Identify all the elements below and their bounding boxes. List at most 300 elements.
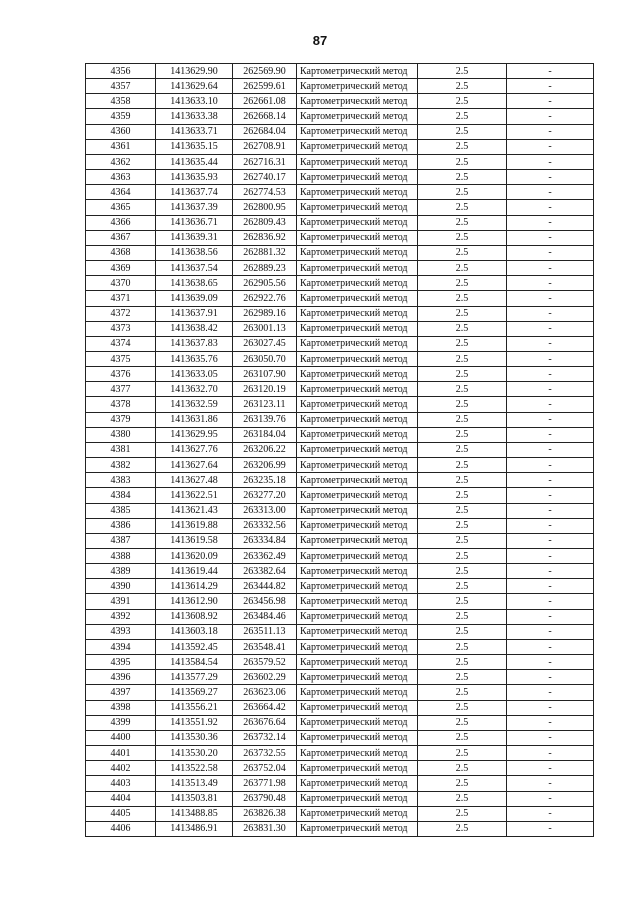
y-coordinate-cell: 263001.13	[233, 321, 297, 336]
x-coordinate-cell: 1413577.29	[156, 670, 233, 685]
point-number-cell: 4390	[86, 579, 156, 594]
y-coordinate-cell: 263771.98	[233, 776, 297, 791]
table-row	[86, 624, 594, 639]
note-cell: -	[507, 685, 594, 700]
method-cell: Картометрический метод	[297, 336, 418, 351]
y-coordinate-cell: 263107.90	[233, 367, 297, 382]
x-coordinate-cell: 1413612.90	[156, 594, 233, 609]
point-number-cell: 4394	[86, 639, 156, 654]
y-coordinate-cell: 263790.48	[233, 791, 297, 806]
note-cell: -	[507, 655, 594, 670]
note-cell: -	[507, 503, 594, 518]
y-coordinate-cell: 263332.56	[233, 518, 297, 533]
method-cell: Картометрический метод	[297, 306, 418, 321]
method-cell: Картометрический метод	[297, 245, 418, 260]
y-coordinate-cell: 262836.92	[233, 230, 297, 245]
x-coordinate-cell: 1413638.65	[156, 276, 233, 291]
accuracy-cell: 2.5	[418, 442, 507, 457]
method-cell: Картометрический метод	[297, 154, 418, 169]
accuracy-cell: 2.5	[418, 79, 507, 94]
point-number-cell: 4367	[86, 230, 156, 245]
point-number-cell: 4381	[86, 442, 156, 457]
x-coordinate-cell: 1413620.09	[156, 549, 233, 564]
point-number-cell: 4404	[86, 791, 156, 806]
point-number-cell: 4391	[86, 594, 156, 609]
point-number-cell: 4370	[86, 276, 156, 291]
y-coordinate-cell: 262774.53	[233, 185, 297, 200]
y-coordinate-cell: 262809.43	[233, 215, 297, 230]
accuracy-cell: 2.5	[418, 367, 507, 382]
point-number-cell: 4356	[86, 64, 156, 79]
table-row	[86, 351, 594, 366]
point-number-cell: 4369	[86, 261, 156, 276]
x-coordinate-cell: 1413614.29	[156, 579, 233, 594]
y-coordinate-cell: 262989.16	[233, 306, 297, 321]
point-number-cell: 4362	[86, 154, 156, 169]
table-body	[86, 64, 594, 837]
note-cell: -	[507, 473, 594, 488]
y-coordinate-cell: 263123.11	[233, 397, 297, 412]
y-coordinate-cell: 263511.13	[233, 624, 297, 639]
table-row	[86, 382, 594, 397]
y-coordinate-cell: 262716.31	[233, 154, 297, 169]
y-coordinate-cell: 262708.91	[233, 139, 297, 154]
table-row	[86, 700, 594, 715]
x-coordinate-cell: 1413638.42	[156, 321, 233, 336]
method-cell: Картометрический метод	[297, 412, 418, 427]
point-number-cell: 4376	[86, 367, 156, 382]
table-row	[86, 170, 594, 185]
method-cell: Картометрический метод	[297, 746, 418, 761]
accuracy-cell: 2.5	[418, 806, 507, 821]
y-coordinate-cell: 262881.32	[233, 245, 297, 260]
accuracy-cell: 2.5	[418, 685, 507, 700]
note-cell: -	[507, 336, 594, 351]
accuracy-cell: 2.5	[418, 533, 507, 548]
note-cell: -	[507, 594, 594, 609]
y-coordinate-cell: 262668.14	[233, 109, 297, 124]
y-coordinate-cell: 263139.76	[233, 412, 297, 427]
accuracy-cell: 2.5	[418, 821, 507, 836]
note-cell: -	[507, 624, 594, 639]
table-row	[86, 245, 594, 260]
point-number-cell: 4398	[86, 700, 156, 715]
method-cell: Картометрический метод	[297, 276, 418, 291]
point-number-cell: 4395	[86, 655, 156, 670]
x-coordinate-cell: 1413627.76	[156, 442, 233, 457]
note-cell: -	[507, 200, 594, 215]
accuracy-cell: 2.5	[418, 154, 507, 169]
accuracy-cell: 2.5	[418, 746, 507, 761]
point-number-cell: 4402	[86, 761, 156, 776]
table-row	[86, 776, 594, 791]
method-cell: Картометрический метод	[297, 685, 418, 700]
point-number-cell: 4406	[86, 821, 156, 836]
method-cell: Картометрический метод	[297, 518, 418, 533]
accuracy-cell: 2.5	[418, 791, 507, 806]
point-number-cell: 4366	[86, 215, 156, 230]
x-coordinate-cell: 1413569.27	[156, 685, 233, 700]
x-coordinate-cell: 1413551.92	[156, 715, 233, 730]
x-coordinate-cell: 1413637.91	[156, 306, 233, 321]
note-cell: -	[507, 746, 594, 761]
x-coordinate-cell: 1413633.38	[156, 109, 233, 124]
y-coordinate-cell: 263334.84	[233, 533, 297, 548]
method-cell: Картометрический метод	[297, 791, 418, 806]
y-coordinate-cell: 263206.99	[233, 458, 297, 473]
point-number-cell: 4361	[86, 139, 156, 154]
y-coordinate-cell: 262922.76	[233, 291, 297, 306]
note-cell: -	[507, 427, 594, 442]
table-row	[86, 397, 594, 412]
table-row	[86, 518, 594, 533]
y-coordinate-cell: 262889.23	[233, 261, 297, 276]
method-cell: Картометрический метод	[297, 185, 418, 200]
note-cell: -	[507, 533, 594, 548]
x-coordinate-cell: 1413513.49	[156, 776, 233, 791]
coordinates-table	[85, 63, 594, 837]
x-coordinate-cell: 1413608.92	[156, 609, 233, 624]
table-row	[86, 503, 594, 518]
note-cell: -	[507, 806, 594, 821]
y-coordinate-cell: 263050.70	[233, 351, 297, 366]
accuracy-cell: 2.5	[418, 291, 507, 306]
note-cell: -	[507, 715, 594, 730]
point-number-cell: 4399	[86, 715, 156, 730]
y-coordinate-cell: 263831.30	[233, 821, 297, 836]
x-coordinate-cell: 1413638.56	[156, 245, 233, 260]
method-cell: Картометрический метод	[297, 639, 418, 654]
method-cell: Картометрический метод	[297, 139, 418, 154]
accuracy-cell: 2.5	[418, 579, 507, 594]
x-coordinate-cell: 1413637.83	[156, 336, 233, 351]
y-coordinate-cell: 262661.08	[233, 94, 297, 109]
note-cell: -	[507, 821, 594, 836]
point-number-cell: 4385	[86, 503, 156, 518]
note-cell: -	[507, 579, 594, 594]
table-row	[86, 321, 594, 336]
point-number-cell: 4386	[86, 518, 156, 533]
accuracy-cell: 2.5	[418, 351, 507, 366]
table-row	[86, 730, 594, 745]
x-coordinate-cell: 1413635.76	[156, 351, 233, 366]
accuracy-cell: 2.5	[418, 261, 507, 276]
method-cell: Картометрический метод	[297, 806, 418, 821]
x-coordinate-cell: 1413619.58	[156, 533, 233, 548]
accuracy-cell: 2.5	[418, 503, 507, 518]
method-cell: Картометрический метод	[297, 579, 418, 594]
accuracy-cell: 2.5	[418, 776, 507, 791]
note-cell: -	[507, 306, 594, 321]
point-number-cell: 4382	[86, 458, 156, 473]
accuracy-cell: 2.5	[418, 64, 507, 79]
table-row	[86, 549, 594, 564]
y-coordinate-cell: 263382.64	[233, 564, 297, 579]
table-row	[86, 291, 594, 306]
table-row	[86, 655, 594, 670]
point-number-cell: 4371	[86, 291, 156, 306]
y-coordinate-cell: 262569.90	[233, 64, 297, 79]
table-row	[86, 806, 594, 821]
x-coordinate-cell: 1413486.91	[156, 821, 233, 836]
x-coordinate-cell: 1413592.45	[156, 639, 233, 654]
table-row	[86, 124, 594, 139]
accuracy-cell: 2.5	[418, 124, 507, 139]
point-number-cell: 4364	[86, 185, 156, 200]
method-cell: Картометрический метод	[297, 200, 418, 215]
table-row	[86, 94, 594, 109]
method-cell: Картометрический метод	[297, 488, 418, 503]
x-coordinate-cell: 1413637.74	[156, 185, 233, 200]
x-coordinate-cell: 1413622.51	[156, 488, 233, 503]
note-cell: -	[507, 139, 594, 154]
table-row	[86, 821, 594, 836]
note-cell: -	[507, 730, 594, 745]
table-row	[86, 306, 594, 321]
y-coordinate-cell: 263444.82	[233, 579, 297, 594]
method-cell: Картометрический метод	[297, 230, 418, 245]
x-coordinate-cell: 1413639.09	[156, 291, 233, 306]
accuracy-cell: 2.5	[418, 670, 507, 685]
table-row	[86, 715, 594, 730]
note-cell: -	[507, 564, 594, 579]
table-row	[86, 473, 594, 488]
note-cell: -	[507, 700, 594, 715]
table-row	[86, 533, 594, 548]
x-coordinate-cell: 1413632.59	[156, 397, 233, 412]
y-coordinate-cell: 263732.55	[233, 746, 297, 761]
table-row	[86, 261, 594, 276]
note-cell: -	[507, 488, 594, 503]
accuracy-cell: 2.5	[418, 700, 507, 715]
method-cell: Картометрический метод	[297, 533, 418, 548]
table-row	[86, 427, 594, 442]
y-coordinate-cell: 263027.45	[233, 336, 297, 351]
method-cell: Картометрический метод	[297, 442, 418, 457]
table-row	[86, 639, 594, 654]
x-coordinate-cell: 1413629.95	[156, 427, 233, 442]
x-coordinate-cell: 1413639.31	[156, 230, 233, 245]
point-number-cell: 4388	[86, 549, 156, 564]
note-cell: -	[507, 276, 594, 291]
method-cell: Картометрический метод	[297, 124, 418, 139]
table-row	[86, 564, 594, 579]
note-cell: -	[507, 351, 594, 366]
note-cell: -	[507, 549, 594, 564]
table-row	[86, 79, 594, 94]
method-cell: Картометрический метод	[297, 291, 418, 306]
y-coordinate-cell: 263579.52	[233, 655, 297, 670]
y-coordinate-cell: 263676.64	[233, 715, 297, 730]
x-coordinate-cell: 1413635.44	[156, 154, 233, 169]
x-coordinate-cell: 1413629.64	[156, 79, 233, 94]
point-number-cell: 4393	[86, 624, 156, 639]
accuracy-cell: 2.5	[418, 230, 507, 245]
method-cell: Картометрический метод	[297, 215, 418, 230]
y-coordinate-cell: 263826.38	[233, 806, 297, 821]
note-cell: -	[507, 94, 594, 109]
note-cell: -	[507, 185, 594, 200]
point-number-cell: 4358	[86, 94, 156, 109]
note-cell: -	[507, 321, 594, 336]
x-coordinate-cell: 1413631.86	[156, 412, 233, 427]
note-cell: -	[507, 79, 594, 94]
point-number-cell: 4374	[86, 336, 156, 351]
point-number-cell: 4368	[86, 245, 156, 260]
accuracy-cell: 2.5	[418, 488, 507, 503]
accuracy-cell: 2.5	[418, 139, 507, 154]
x-coordinate-cell: 1413522.58	[156, 761, 233, 776]
note-cell: -	[507, 776, 594, 791]
x-coordinate-cell: 1413635.15	[156, 139, 233, 154]
point-number-cell: 4360	[86, 124, 156, 139]
x-coordinate-cell: 1413633.71	[156, 124, 233, 139]
note-cell: -	[507, 124, 594, 139]
point-number-cell: 4401	[86, 746, 156, 761]
table-row	[86, 367, 594, 382]
y-coordinate-cell: 263313.00	[233, 503, 297, 518]
note-cell: -	[507, 458, 594, 473]
x-coordinate-cell: 1413503.81	[156, 791, 233, 806]
x-coordinate-cell: 1413629.90	[156, 64, 233, 79]
point-number-cell: 4359	[86, 109, 156, 124]
accuracy-cell: 2.5	[418, 549, 507, 564]
x-coordinate-cell: 1413637.39	[156, 200, 233, 215]
point-number-cell: 4380	[86, 427, 156, 442]
accuracy-cell: 2.5	[418, 306, 507, 321]
method-cell: Картометрический метод	[297, 761, 418, 776]
table-row	[86, 139, 594, 154]
y-coordinate-cell: 263206.22	[233, 442, 297, 457]
point-number-cell: 4363	[86, 170, 156, 185]
accuracy-cell: 2.5	[418, 215, 507, 230]
accuracy-cell: 2.5	[418, 109, 507, 124]
y-coordinate-cell: 263362.49	[233, 549, 297, 564]
table-row	[86, 215, 594, 230]
table-row	[86, 609, 594, 624]
method-cell: Картометрический метод	[297, 594, 418, 609]
table-row	[86, 488, 594, 503]
method-cell: Картометрический метод	[297, 382, 418, 397]
point-number-cell: 4379	[86, 412, 156, 427]
accuracy-cell: 2.5	[418, 321, 507, 336]
y-coordinate-cell: 263752.04	[233, 761, 297, 776]
method-cell: Картометрический метод	[297, 564, 418, 579]
accuracy-cell: 2.5	[418, 639, 507, 654]
y-coordinate-cell: 263184.04	[233, 427, 297, 442]
table-row	[86, 154, 594, 169]
point-number-cell: 4397	[86, 685, 156, 700]
point-number-cell: 4383	[86, 473, 156, 488]
y-coordinate-cell: 263277.20	[233, 488, 297, 503]
accuracy-cell: 2.5	[418, 336, 507, 351]
note-cell: -	[507, 64, 594, 79]
note-cell: -	[507, 397, 594, 412]
method-cell: Картометрический метод	[297, 776, 418, 791]
accuracy-cell: 2.5	[418, 518, 507, 533]
point-number-cell: 4377	[86, 382, 156, 397]
x-coordinate-cell: 1413603.18	[156, 624, 233, 639]
table-row	[86, 336, 594, 351]
y-coordinate-cell: 263664.42	[233, 700, 297, 715]
note-cell: -	[507, 518, 594, 533]
table-row	[86, 109, 594, 124]
point-number-cell: 4365	[86, 200, 156, 215]
note-cell: -	[507, 230, 594, 245]
accuracy-cell: 2.5	[418, 427, 507, 442]
method-cell: Картометрический метод	[297, 655, 418, 670]
y-coordinate-cell: 263484.46	[233, 609, 297, 624]
method-cell: Картометрический метод	[297, 730, 418, 745]
note-cell: -	[507, 215, 594, 230]
accuracy-cell: 2.5	[418, 594, 507, 609]
note-cell: -	[507, 670, 594, 685]
method-cell: Картометрический метод	[297, 109, 418, 124]
method-cell: Картометрический метод	[297, 715, 418, 730]
method-cell: Картометрический метод	[297, 549, 418, 564]
x-coordinate-cell: 1413627.48	[156, 473, 233, 488]
x-coordinate-cell: 1413619.88	[156, 518, 233, 533]
note-cell: -	[507, 639, 594, 654]
method-cell: Картометрический метод	[297, 503, 418, 518]
note-cell: -	[507, 261, 594, 276]
table-row	[86, 791, 594, 806]
y-coordinate-cell: 263548.41	[233, 639, 297, 654]
y-coordinate-cell: 263732.14	[233, 730, 297, 745]
x-coordinate-cell: 1413584.54	[156, 655, 233, 670]
accuracy-cell: 2.5	[418, 382, 507, 397]
x-coordinate-cell: 1413627.64	[156, 458, 233, 473]
y-coordinate-cell: 263456.98	[233, 594, 297, 609]
note-cell: -	[507, 154, 594, 169]
x-coordinate-cell: 1413637.54	[156, 261, 233, 276]
x-coordinate-cell: 1413488.85	[156, 806, 233, 821]
accuracy-cell: 2.5	[418, 397, 507, 412]
x-coordinate-cell: 1413636.71	[156, 215, 233, 230]
table-row	[86, 685, 594, 700]
y-coordinate-cell: 262684.04	[233, 124, 297, 139]
accuracy-cell: 2.5	[418, 564, 507, 579]
accuracy-cell: 2.5	[418, 730, 507, 745]
table-row	[86, 230, 594, 245]
note-cell: -	[507, 791, 594, 806]
y-coordinate-cell: 263120.19	[233, 382, 297, 397]
point-number-cell: 4396	[86, 670, 156, 685]
method-cell: Картометрический метод	[297, 367, 418, 382]
method-cell: Картометрический метод	[297, 821, 418, 836]
x-coordinate-cell: 1413530.20	[156, 746, 233, 761]
y-coordinate-cell: 262905.56	[233, 276, 297, 291]
note-cell: -	[507, 367, 594, 382]
method-cell: Картометрический метод	[297, 79, 418, 94]
note-cell: -	[507, 761, 594, 776]
point-number-cell: 4384	[86, 488, 156, 503]
table-row	[86, 579, 594, 594]
x-coordinate-cell: 1413621.43	[156, 503, 233, 518]
x-coordinate-cell: 1413633.10	[156, 94, 233, 109]
note-cell: -	[507, 412, 594, 427]
x-coordinate-cell: 1413632.70	[156, 382, 233, 397]
method-cell: Картометрический метод	[297, 261, 418, 276]
accuracy-cell: 2.5	[418, 200, 507, 215]
point-number-cell: 4405	[86, 806, 156, 821]
table-row	[86, 200, 594, 215]
point-number-cell: 4372	[86, 306, 156, 321]
method-cell: Картометрический метод	[297, 624, 418, 639]
method-cell: Картометрический метод	[297, 700, 418, 715]
note-cell: -	[507, 442, 594, 457]
table-row	[86, 412, 594, 427]
